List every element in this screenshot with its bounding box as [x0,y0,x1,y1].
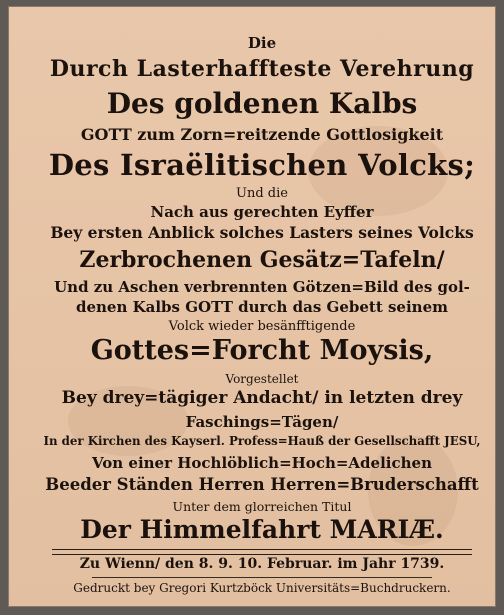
title-line-goetzen-bild: Und zu Aschen verbrennten Götzen=Bild des gol- [54,278,470,296]
title-text-block [42,24,482,595]
title-line-kalbs: Des goldenen Kalbs [106,87,418,120]
title-line-kirchen: In der Kirchen des Kayserl. Profess=Hauß der Gesellschafft JESU, [43,434,481,448]
title-line-faschings: Faschings=Tägen/ [185,413,339,431]
title-line-verehrung: Durch Lasterhaffteste Verehrung [49,56,475,82]
title-line-vorgestellet: Vorgestellet [225,372,299,386]
title-line-bruderschafft: Beeder Ständen Herren Herren=Bruderschafft [45,475,479,494]
title-line-und-die: Und die [236,186,288,201]
title-line-eyffer: Nach aus gerechten Eyffer [150,203,374,221]
title-line-titul: Unter dem glorreichen Titul [172,499,352,514]
title-line-anblick: Bey ersten Anblick solches Lasters seines Volcks [50,223,474,242]
title-line-andacht: Bey drey=tägiger Andacht/ in letzten drey [61,388,463,408]
title-line-die: Die [247,34,277,52]
title-line-gottlosigkeit: GOTT zum Zorn=reitzende Gottlosigkeit [80,125,444,144]
double-rule [52,549,472,555]
title-line-tafeln: Zerbrochenen Gesätz=Tafeln/ [79,247,445,273]
title-line-hochloeblich: Von einer Hochlöblich=Hoch=Adelichen [92,454,432,472]
title-line-gebett: denen Kalbs GOTT durch das Gebett seinem [75,298,448,316]
imprint-line: Gedruckt bey Gregori Kurtzböck Universitäts=Buchdruckern. [73,581,451,595]
title-line-moysis: Gottes=Forcht Moysis, [90,335,434,366]
imprint-rule [92,577,432,578]
title-line-volcks: Des Israëlitischen Volcks; [48,148,476,182]
title-line-besaenfftigende: Volck wieder besänfftigende [168,319,356,334]
title-line-mariae: Der Himmelfahrt MARIÆ. [80,515,444,544]
title-line-date: Zu Wienn/ den 8. 9. 10. Februar. im Jahr 1739. [79,556,445,572]
